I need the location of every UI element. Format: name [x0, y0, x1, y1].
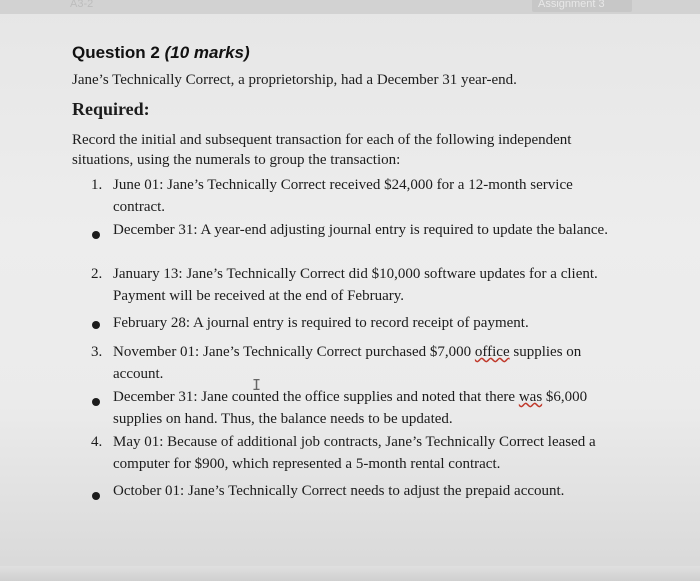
spellcheck-word-was[interactable]: was — [518, 389, 543, 405]
list-item-1: June 01: Jane’s Technically Correct received $24,000 for a 12-month service contract. — [113, 177, 573, 215]
list-item-3-followup — [113, 386, 619, 430]
list-item-2: January 13: Jane’s Technically Correct did $10,000 software updates for a client. Payment will be received at the end of February. — [113, 266, 598, 304]
list-item-4: May 01: Because of additional job contracts, Jane’s Technically Correct leased a computer for $900, which represented a 5-month rental contract. — [113, 434, 596, 472]
intro-text: Jane’s Technically Correct, a proprietorship, had a December 31 year-end. — [72, 72, 517, 88]
list-item-2-followup: February 28: A journal entry is required to record receipt of payment. — [113, 315, 529, 331]
page-tab-label[interactable]: A3-2 — [70, 0, 94, 10]
list-item-3-text-b: supplies on account. — [113, 344, 582, 382]
list-item-1-followup: December 31: A year-end adjusting journal entry is required to update the balance. — [113, 222, 608, 238]
page-bottom-edge — [0, 566, 700, 581]
instructions-text: Record the initial and subsequent transaction for each of the following independent situations, using the numerals to group the transaction: — [72, 132, 572, 168]
list-item-4-followup: October 01: Jane’s Technically Correct needs to adjust the prepaid account. — [113, 483, 565, 499]
bullet-icon — [92, 492, 100, 500]
spellcheck-word-office[interactable]: office — [474, 344, 510, 360]
item-number-2: 2. — [91, 266, 103, 282]
question-number: Question 2 — [72, 43, 160, 62]
list-item-3 — [113, 341, 619, 385]
item-number-4: 4. — [91, 434, 103, 450]
item-number-3: 3. — [91, 344, 103, 360]
list-item-3-followup-text-a: December 31: Jane counted the office supplies and noted that there — [113, 389, 519, 405]
required-heading: Required: — [72, 99, 150, 119]
assignment-tab[interactable]: Assignment 3 — [532, 0, 632, 12]
bullet-icon — [92, 321, 100, 329]
question-marks: (10 marks) — [164, 43, 250, 62]
question-title — [72, 43, 250, 63]
list-item-3-followup-text-b: $6,000 supplies on hand. Thus, the balance needs to be updated. — [113, 389, 588, 427]
bullet-icon — [92, 398, 100, 406]
text-cursor-icon: I — [252, 376, 262, 394]
list-item-3-text-a: November 01: Jane’s Technically Correct purchased $7,000 — [113, 344, 475, 360]
item-number-1: 1. — [91, 177, 103, 193]
bullet-icon — [92, 231, 100, 239]
browser-top-bar — [0, 0, 700, 14]
